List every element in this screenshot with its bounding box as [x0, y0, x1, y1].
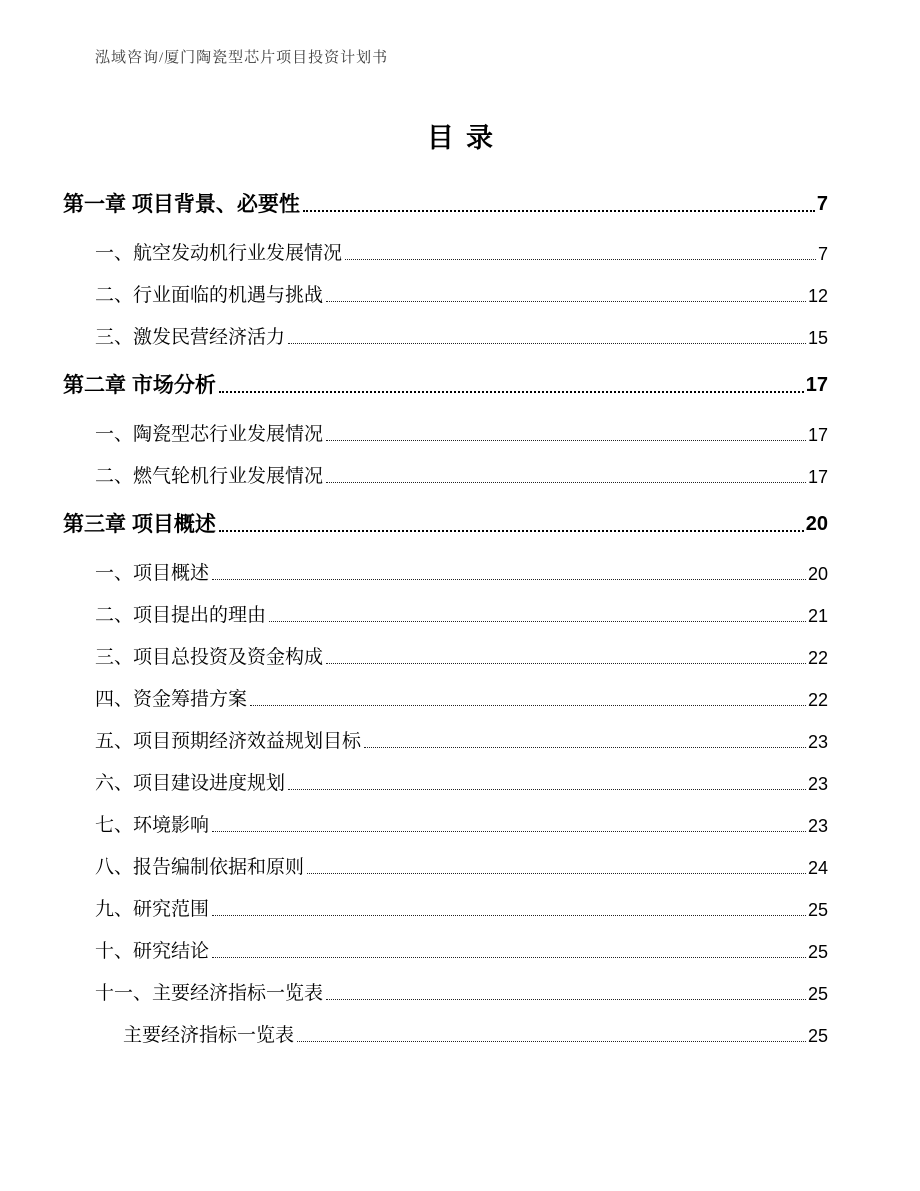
toc-entry-page: 23	[807, 774, 828, 794]
toc-dot-leader	[212, 579, 806, 580]
toc-entry-label: 八、报告编制依据和原则	[95, 857, 305, 878]
toc-dot-leader	[364, 747, 806, 748]
toc-entry-label: 四、资金筹措方案	[95, 689, 248, 710]
toc-entry-page: 17	[807, 425, 828, 445]
toc-entry-page: 17	[807, 467, 828, 487]
toc-dot-leader	[212, 957, 806, 958]
toc-dot-leader	[326, 663, 806, 664]
toc-entry[interactable]	[63, 359, 828, 414]
toc-entry-page: 17	[805, 374, 828, 396]
toc-entry-page: 22	[807, 648, 828, 668]
toc-entry-page: 23	[807, 816, 828, 836]
toc-entry-page: 24	[807, 858, 828, 878]
toc-entry[interactable]	[63, 178, 828, 233]
toc-entry-page: 22	[807, 690, 828, 710]
toc-dot-leader	[326, 440, 806, 441]
toc-entry[interactable]	[63, 595, 828, 637]
toc-entry-page: 20	[807, 564, 828, 584]
toc-entry-page: 23	[807, 732, 828, 752]
toc-entry[interactable]	[63, 456, 828, 498]
toc-entry[interactable]	[63, 847, 828, 889]
toc-entry[interactable]	[63, 498, 828, 553]
toc-dot-leader	[326, 999, 806, 1000]
toc-entry[interactable]	[63, 805, 828, 847]
toc-entry-label: 二、行业面临的机遇与挑战	[95, 285, 324, 306]
toc-entry-label: 二、项目提出的理由	[95, 605, 267, 626]
toc-entry[interactable]	[63, 1015, 828, 1057]
toc-entry-label: 十、研究结论	[95, 941, 210, 962]
toc-entry[interactable]	[63, 679, 828, 721]
toc-entry-label: 三、项目总投资及资金构成	[95, 647, 324, 668]
toc-entry[interactable]	[63, 317, 828, 359]
toc-entry[interactable]	[63, 721, 828, 763]
toc-entry-page: 25	[807, 900, 828, 920]
toc-entry-label: 二、燃气轮机行业发展情况	[95, 466, 324, 487]
toc-dot-leader	[212, 915, 806, 916]
toc-entry[interactable]	[63, 233, 828, 275]
toc	[63, 178, 828, 1057]
toc-entry[interactable]	[63, 553, 828, 595]
toc-entry-label: 七、环境影响	[95, 815, 210, 836]
toc-entry-page: 25	[807, 1026, 828, 1046]
toc-entry[interactable]	[63, 637, 828, 679]
toc-dot-leader	[288, 789, 806, 790]
toc-entry[interactable]	[63, 973, 828, 1015]
toc-dot-leader	[219, 530, 804, 532]
toc-dot-leader	[297, 1041, 806, 1042]
toc-entry-label: 六、项目建设进度规划	[95, 773, 286, 794]
toc-entry-page: 12	[807, 286, 828, 306]
toc-entry-label: 一、航空发动机行业发展情况	[95, 243, 343, 264]
toc-dot-leader	[326, 482, 806, 483]
toc-entry-page: 25	[807, 942, 828, 962]
toc-dot-leader	[250, 705, 806, 706]
document-header: 泓域咨询/厦门陶瓷型芯片项目投资计划书	[95, 50, 389, 66]
toc-entry-page: 25	[807, 984, 828, 1004]
toc-dot-leader	[345, 259, 816, 260]
toc-entry-page: 15	[807, 328, 828, 348]
toc-entry-label: 第三章 项目概述	[63, 513, 216, 536]
toc-entry[interactable]	[63, 275, 828, 317]
toc-entry-page: 20	[805, 513, 828, 535]
toc-entry[interactable]	[63, 889, 828, 931]
toc-entry-label: 一、项目概述	[95, 563, 210, 584]
toc-dot-leader	[326, 301, 806, 302]
toc-dot-leader	[303, 210, 815, 212]
toc-entry-page: 21	[807, 606, 828, 626]
toc-entry[interactable]	[63, 763, 828, 805]
toc-entry-label: 九、研究范围	[95, 899, 210, 920]
toc-entry-page: 7	[816, 193, 828, 215]
toc-entry[interactable]	[63, 931, 828, 973]
toc-dot-leader	[212, 831, 806, 832]
toc-dot-leader	[288, 343, 806, 344]
toc-entry-label: 一、陶瓷型芯行业发展情况	[95, 424, 324, 445]
toc-entry-label: 三、激发民营经济活力	[95, 327, 286, 348]
toc-entry-label: 主要经济指标一览表	[123, 1025, 295, 1046]
toc-dot-leader	[219, 391, 804, 393]
toc-dot-leader	[307, 873, 806, 874]
toc-title: 目录	[426, 123, 506, 153]
toc-entry-label: 第一章 项目背景、必要性	[63, 193, 300, 216]
toc-entry-label: 五、项目预期经济效益规划目标	[95, 731, 362, 752]
toc-entry-page: 7	[817, 244, 828, 264]
toc-entry-label: 第二章 市场分析	[63, 374, 216, 397]
toc-entry[interactable]	[63, 414, 828, 456]
toc-dot-leader	[269, 621, 806, 622]
toc-entry-label: 十一、主要经济指标一览表	[95, 983, 324, 1004]
